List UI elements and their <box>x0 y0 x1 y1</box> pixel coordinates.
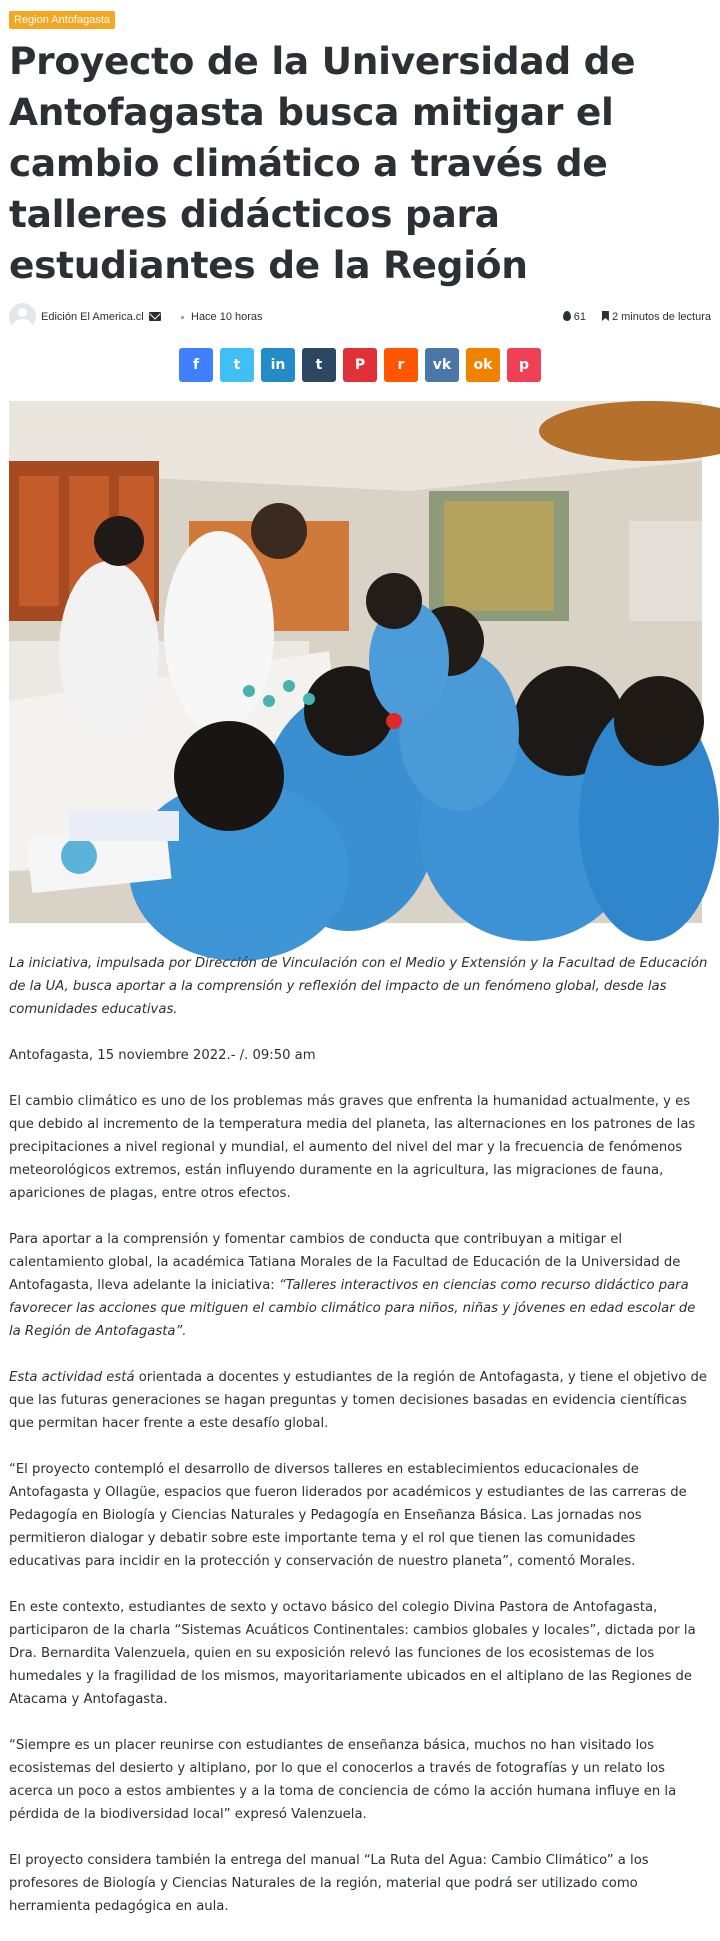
vk-share-button[interactable] <box>425 348 459 382</box>
article-paragraph-2 <box>9 1228 711 1343</box>
meta-separator-dot <box>181 316 184 319</box>
hero-image <box>9 401 702 923</box>
fire-icon <box>563 311 571 321</box>
pinterest-share-button[interactable] <box>343 348 377 382</box>
read-time-value: 2 minutos de lectura <box>611 311 711 323</box>
read-time <box>602 311 711 323</box>
twitter-icon: t <box>233 357 241 373</box>
share-buttons <box>9 348 711 382</box>
article-paragraph-7: El proyecto considera también la entrega del manual “La Ruta del Agua: Cambio Climático” a los profesores de Biología y Ciencias Naturales de la región, material que podrá ser utilizado como herramienta pedagógica en aula. <box>9 1853 649 1914</box>
facebook-share-button[interactable] <box>179 348 213 382</box>
pocket-icon: p <box>518 357 530 373</box>
twitter-share-button[interactable] <box>220 348 254 382</box>
article-lead: La iniciativa, impulsada por Dirección de Vinculación con el Medio y Extensión y la Facultad de Educación de la UA, busca aportar a la comprensión y reflexión del impacto de un fenómeno global, desde las comunidades educativas. <box>9 956 708 1017</box>
linkedin-share-button[interactable] <box>261 348 295 382</box>
page-title: Proyecto de la Universidad de Antofagasta busca mitigar el cambio climático a través de talleres didácticos para estudiantes de la Región <box>9 39 636 287</box>
initiative-name: “Talleres interactivos en ciencias como recurso didáctico para favorecer las acciones que mitiguen el cambio climático para niños, niñas y jóvenes en edad escolar de la Región de Antofagasta”. <box>9 1278 696 1339</box>
reddit-icon: r <box>397 357 405 373</box>
views-value: 61 <box>573 311 586 323</box>
paragraph-2-text: Para aportar a la comprensión y fomentar cambios de conducta que contribuyan a mitigar el calentamiento global, la académica Tatiana Morales de la Facultad de Educación de la Universidad de Antofagasta, lleva adelante la iniciativa: <box>9 1232 681 1293</box>
hero-photo-classroom <box>9 401 702 923</box>
avatar-body-shape <box>13 319 32 333</box>
email-icon[interactable] <box>149 312 161 321</box>
article-paragraph-3 <box>9 1366 711 1435</box>
odnoklassniki-icon: ok <box>473 357 493 373</box>
views-count <box>563 311 586 323</box>
author-avatar[interactable] <box>9 303 36 330</box>
post-time: Hace 10 horas <box>191 311 263 323</box>
pocket-share-button[interactable] <box>507 348 541 382</box>
linkedin-icon: in <box>270 357 286 373</box>
paragraph-3-text: orientada a docentes y estudiantes de la región de Antofagasta, y tiene el objetivo de que las futuras generaciones se hagan preguntas y tomen decisiones basadas en evidencia científicas que permitan hacer frente a este desafío global. <box>9 1370 708 1431</box>
article-paragraph-4: “El proyecto contempló el desarrollo de diversos talleres en establecimientos educacionales de Antofagasta y Ollagüe, espacios que fueron liderados por académicos y estudiantes de las carreras de Pedagogía en Biología y Ciencias Naturales y Pedagogía en Enseñanza Básica. Las jornadas nos permitieron dialogar y debatir sobre este importante tema y el rol que tienen las comunidades educativas para incidir en la protección y conservación de nuestro planeta”, comentó Morales. <box>9 1462 687 1569</box>
article-body <box>9 952 711 1941</box>
author-link[interactable]: Edición El America.cl <box>41 311 144 323</box>
reddit-share-button[interactable] <box>384 348 418 382</box>
article-dateline: Antofagasta, 15 noviembre 2022.- /. 09:50 am <box>9 1048 316 1063</box>
facebook-icon: f <box>192 357 200 373</box>
article-paragraph-1: El cambio climático es uno de los problemas más graves que enfrenta la humanidad actualmente, y es que debido al incremento de la temperatura media del planeta, las alternaciones en los patrones de las precipitaciones a nivel regional y mundial, el aumento del nivel del mar y la frecuencia de fenómenos meteorológicos extremos, están influyendo duramente en la agricultura, las migraciones de fauna, apariciones de plagas, entre otros efectos. <box>9 1094 696 1201</box>
bookmark-icon <box>602 311 609 321</box>
pinterest-icon: P <box>354 357 366 373</box>
vk-icon: vk <box>432 357 452 373</box>
tumblr-share-button[interactable] <box>302 348 336 382</box>
article-paragraph-6: “Siempre es un placer reunirse con estudiantes de enseñanza básica, muchos no han visitado los ecosistemas del desierto y altiplano, por lo que el conocerlos a través de fotografías y un relato los acerca un poco a estos ambientes y a la toma de conciencia de cómo la acción humana influye en la pérdida de la biodiversidad local” expresó Valenzuela. <box>9 1738 677 1822</box>
avatar-head-shape <box>18 308 27 317</box>
category-badge[interactable]: Region Antofagasta <box>9 11 115 29</box>
post-meta <box>9 303 711 331</box>
tumblr-icon: t <box>315 357 323 373</box>
article-paragraph-5: En este contexto, estudiantes de sexto y octavo básico del colegio Divina Pastora de Antofagasta, participaron de la charla “Sistemas Acuáticos Continentales: cambios globales y locales”, dictada por la Dra. Bernardita Valenzuela, quien en su exposición relevó las funciones de los ecosistemas de los humedales y la fragilidad de los mismos, mayoritariamente ubicados en el altiplano de las Regiones de Atacama y Antofagasta. <box>9 1600 696 1707</box>
paragraph-3-italic: Esta actividad está <box>9 1370 135 1385</box>
odnoklassniki-share-button[interactable] <box>466 348 500 382</box>
